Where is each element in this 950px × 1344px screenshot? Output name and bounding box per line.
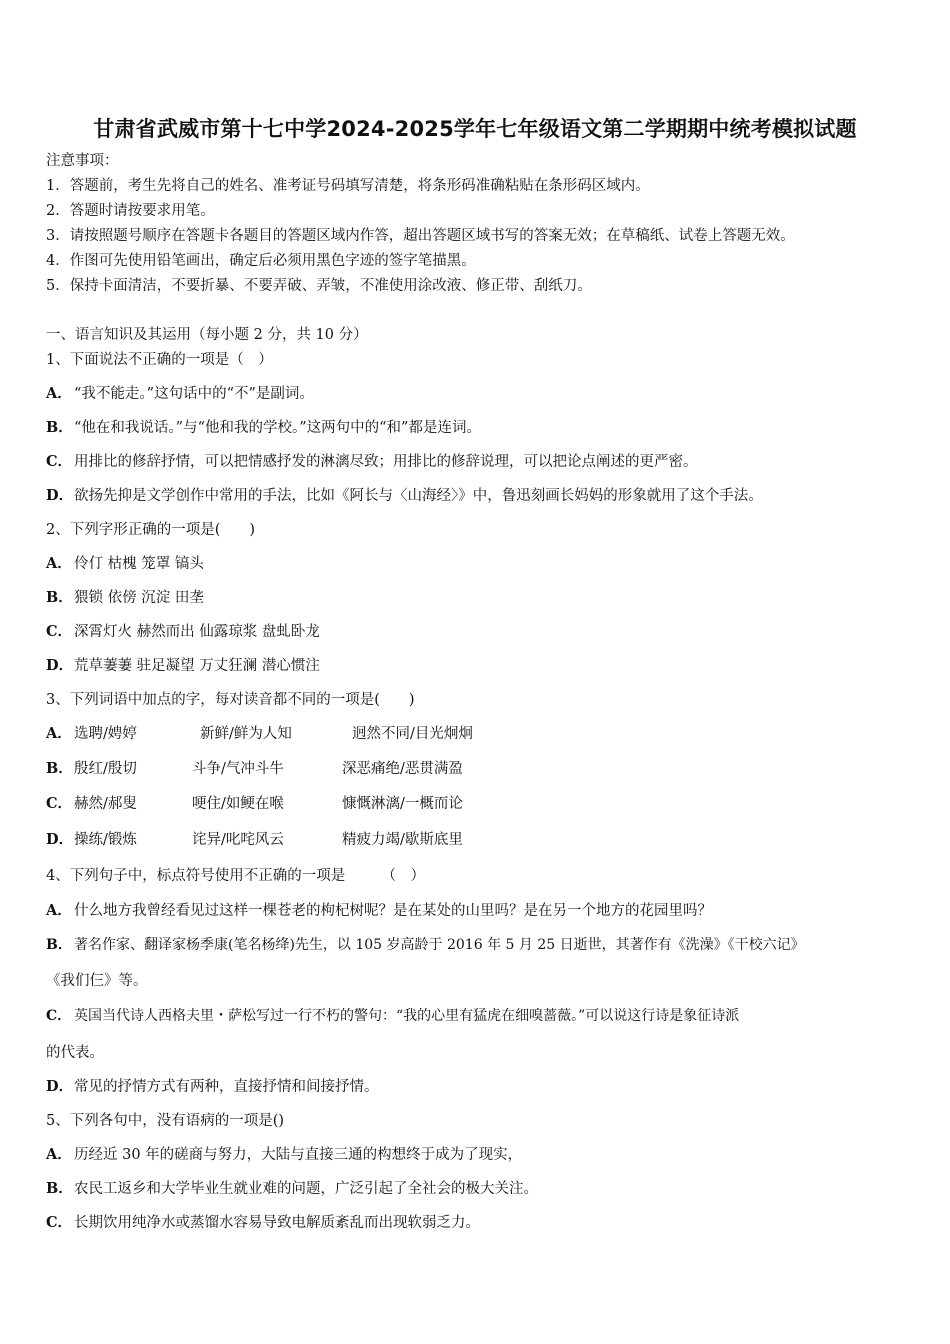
option-pair: 迥然不同/目光炯炯: [352, 726, 473, 742]
option-letter: C．: [46, 795, 73, 812]
q5-stem: 5、下列各句中，没有语病的一项是(): [46, 1113, 285, 1129]
section-heading: 一、语言知识及其运用（每小题 2 分，共 10 分）: [46, 327, 368, 343]
q3-option-a: [46, 724, 473, 744]
option-letter: A．: [46, 902, 72, 919]
q3-stem: 3、下列词语中加点的字，每对读音都不同的一项是( ): [46, 692, 415, 708]
option-text: 用排比的修辞抒情，可以把情感抒发的淋漓尽致；用排比的修辞说理，可以把论点阐述的更严密。: [74, 454, 698, 470]
q1-option-b: [46, 418, 481, 438]
option-text: 农民工返乡和大学毕业生就业难的问题，广泛引起了全社会的极大关注。: [74, 1181, 538, 1197]
option-pair: 哽住/如鲠在喉: [192, 796, 284, 812]
option-letter: B．: [46, 419, 73, 436]
option-text: 猥锁 依傍 沉淀 田垄: [74, 590, 204, 606]
option-letter: B．: [46, 1180, 73, 1197]
option-pair: 选聘/娉婷: [74, 726, 137, 742]
q3-option-c: [46, 794, 463, 814]
q4-option-d: [46, 1077, 379, 1097]
q1-stem: 1、下面说法不正确的一项是（ ）: [46, 352, 273, 368]
q4-option-c-cont: 的代表。: [46, 1045, 104, 1061]
q4-stem: 4、下列句子中，标点符号使用不正确的一项是 （ ）: [46, 868, 425, 884]
option-text: 英国当代诗人西格夫里・萨松写过一行不朽的警句：“我的心里有猛虎在细嗅蔷薇。”可以说这行诗是象征诗派: [74, 1008, 740, 1024]
option-letter: D．: [46, 657, 74, 674]
option-letter: A．: [46, 725, 72, 742]
q2-option-d: [46, 656, 320, 676]
q2-option-c: [46, 622, 320, 642]
notice-item-4: 4．作图可先使用铅笔画出，确定后必须用黑色字迹的签字笔描黑。: [46, 253, 476, 269]
option-letter: C．: [46, 453, 73, 470]
option-pair: 慷慨淋漓/一概而论: [342, 796, 463, 812]
notice-item-5: 5．保持卡面清洁，不要折暴、不要弄破、弄皱，不准使用涂改液、修正带、刮纸刀。: [46, 278, 592, 294]
page-title: 甘肃省武威市第十七中学2024-2025学年七年级语文第二学期期中统考模拟试题: [93, 117, 857, 141]
option-letter: A．: [46, 1146, 72, 1163]
option-pair: 诧异/叱咤风云: [192, 832, 284, 848]
q5-option-c: [46, 1213, 480, 1233]
option-text: 长期饮用纯净水或蒸馏水容易导致电解质紊乱而出现软弱乏力。: [74, 1215, 480, 1231]
q2-option-a: [46, 554, 204, 574]
notice-heading: 注意事项：: [46, 153, 119, 169]
q4-option-a: [46, 901, 712, 921]
q3-option-b: [46, 759, 463, 779]
option-text: “他在和我说话。”与“他和我的学校。”这两句中的“和”都是连词。: [74, 420, 481, 436]
option-letter: A．: [46, 385, 72, 402]
q4-option-c: [46, 1006, 739, 1026]
option-text: 常见的抒情方式有两种，直接抒情和间接抒情。: [74, 1079, 379, 1095]
q3-option-d: [46, 830, 463, 850]
option-letter: D．: [46, 831, 74, 848]
option-text: 历经近 30 年的磋商与努力，大陆与直接三通的构想终于成为了现实，: [74, 1147, 523, 1163]
q1-option-c: [46, 452, 698, 472]
q4-option-b-cont: 《我们仨》等。: [46, 973, 148, 989]
option-pair: 新鲜/鲜为人知: [200, 726, 292, 742]
option-text: 著名作家、翻译家杨季康(笔名杨绛)先生，以 105 岁高龄于 2016 年 5 月 25 日逝世，其著作有《洗澡》《干校六记》: [74, 937, 805, 953]
q1-option-a: [46, 384, 314, 404]
notice-item-1: 1．答题前，考生先将自己的姓名、准考证号码填写清楚，将条形码准确粘贴在条形码区域内。: [46, 178, 650, 194]
option-letter: B．: [46, 589, 73, 606]
option-text: “我不能走。”这句话中的“不”是副词。: [74, 386, 314, 402]
option-letter: B．: [46, 937, 72, 953]
option-pair: 操练/锻炼: [74, 832, 137, 848]
option-text: 荒草萋萋 驻足凝望 万丈狂澜 潜心惯注: [74, 658, 320, 674]
option-pair: 深恶痛绝/恶贯满盈: [342, 761, 463, 777]
q5-option-a: [46, 1145, 522, 1165]
option-pair: 赫然/郝叟: [74, 796, 137, 812]
option-letter: A．: [46, 555, 72, 572]
q1-option-d: [46, 486, 763, 506]
option-letter: C．: [46, 1214, 73, 1231]
option-pair: 斗争/气冲斗牛: [192, 761, 284, 777]
q2-stem: 2、下列字形正确的一项是( ): [46, 522, 256, 538]
option-letter: C．: [46, 1008, 72, 1024]
option-pair: 精疲力竭/歇斯底里: [342, 832, 463, 848]
option-letter: D．: [46, 1078, 74, 1095]
option-text: 伶仃 枯槐 笼罩 镐头: [74, 556, 204, 572]
q4-option-b: [46, 935, 805, 955]
option-letter: D．: [46, 487, 74, 504]
q2-option-b: [46, 588, 204, 608]
option-letter: C．: [46, 623, 73, 640]
notice-item-3: 3．请按照题号顺序在答题卡各题目的答题区域内作答，超出答题区域书写的答案无效；在草稿纸、试卷上答题无效。: [46, 228, 795, 244]
option-text: 什么地方我曾经看见过这样一棵苍老的枸杞树呢？是在某处的山里吗？是在另一个地方的花园里吗？: [74, 903, 712, 919]
option-pair: 殷红/殷切: [74, 761, 137, 777]
option-letter: B．: [46, 760, 73, 777]
option-text: 深霄灯火 赫然而出 仙露琼浆 盘虬卧龙: [74, 624, 320, 640]
q5-option-b: [46, 1179, 538, 1199]
option-text: 欲扬先抑是文学创作中常用的手法，比如《阿长与〈山海经〉》中，鲁迅刻画长妈妈的形象就用了这个手法。: [74, 488, 763, 504]
notice-item-2: 2．答题时请按要求用笔。: [46, 203, 215, 219]
